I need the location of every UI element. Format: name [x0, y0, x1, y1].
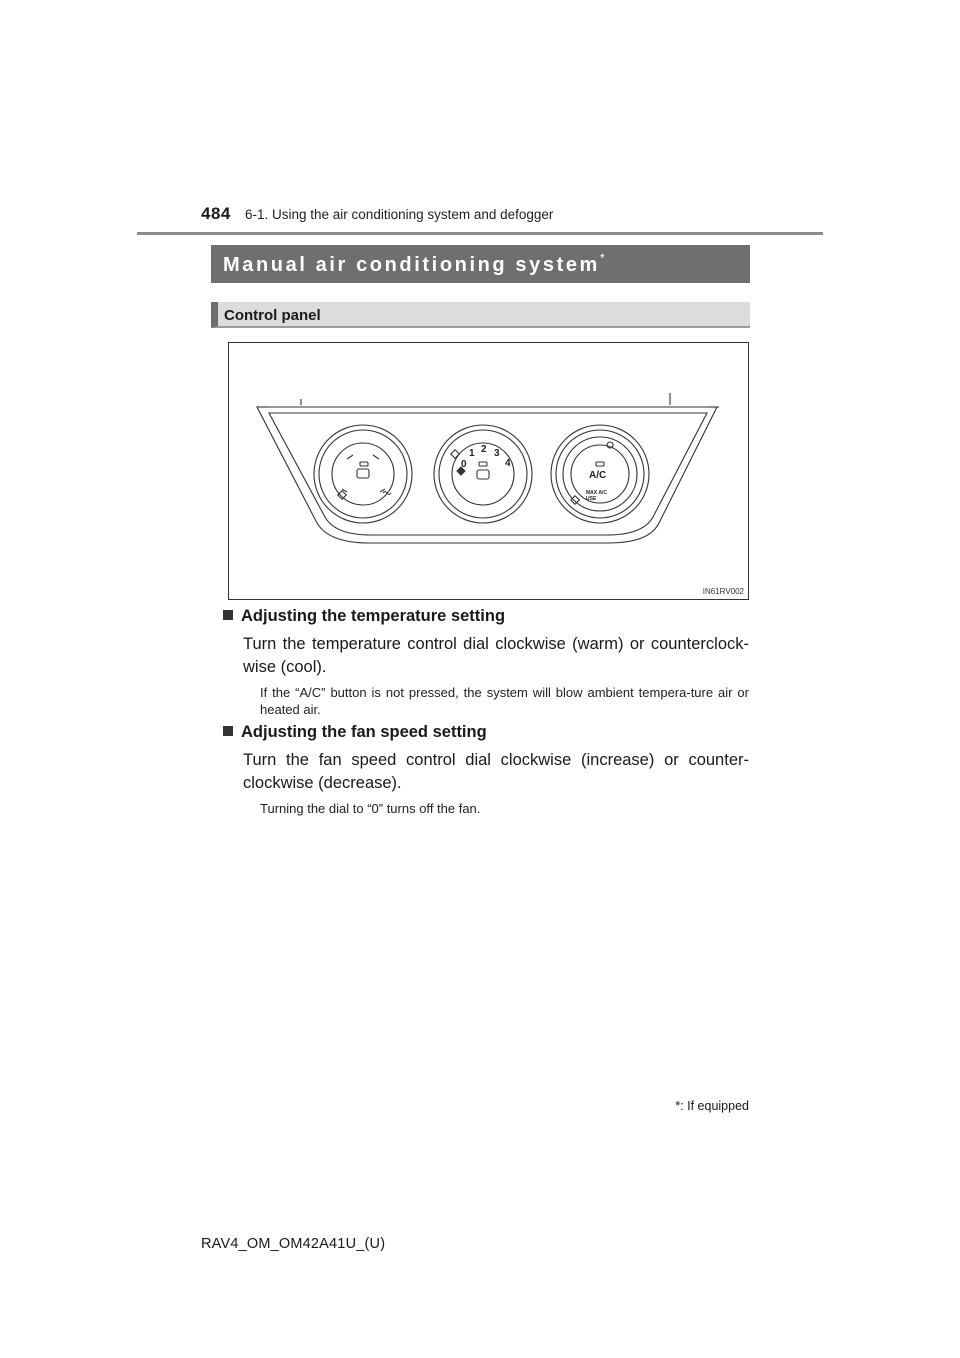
fan-label-1: 1	[469, 448, 475, 459]
item-body-temperature: Turn the temperature control dial clockwise (warm) or counterclock-wise (cool).	[243, 635, 749, 676]
chapter-title: 6-1. Using the air conditioning system and defogger	[245, 207, 554, 222]
square-bullet-icon	[223, 610, 233, 620]
temperature-dial	[314, 425, 412, 523]
item-heading-temperature: Adjusting the temperature setting	[223, 607, 505, 626]
item-body-fan-speed: Turn the fan speed control dial clockwise (increase) or counter-clockwise (decrease).	[243, 751, 749, 792]
item-heading-fan-speed: Adjusting the fan speed setting	[223, 723, 487, 742]
max-ac-label: MAX A/C	[586, 490, 607, 496]
section-asterisk: *	[599, 251, 605, 265]
fan-speed-dial	[434, 425, 532, 523]
section-title-bar	[211, 245, 750, 283]
section-title: Manual air conditioning system	[223, 254, 600, 276]
page-number: 484	[201, 204, 231, 223]
footnote	[675, 1099, 749, 1113]
fan-label-0: 0	[461, 459, 467, 470]
subsection-title: Control panel	[211, 302, 750, 328]
footer-doc-id: RAV4_OM_OM42A41U_(U)	[201, 1236, 386, 1252]
fan-label-3: 3	[494, 448, 500, 459]
header-rule	[137, 232, 823, 235]
control-panel-illustration	[229, 343, 748, 599]
square-bullet-icon	[223, 726, 233, 736]
fan-label-2: 2	[481, 444, 487, 455]
control-panel-figure	[228, 342, 749, 600]
use-label: USE	[586, 496, 597, 502]
ac-button-label: A/C	[589, 470, 607, 481]
item-note-fan-speed: Turning the dial to “0” turns off the fan.	[260, 801, 481, 816]
footnote-asterisk: *	[675, 1099, 681, 1113]
footnote-text: : If equipped	[680, 1099, 749, 1113]
panel-inner-outline	[269, 413, 707, 535]
fan-label-4: 4	[505, 458, 511, 469]
figure-id: IN61RV002	[702, 587, 744, 596]
item-note-temperature: If the “A/C” button is not pressed, the system will blow ambient tempera-ture air or heated air.	[260, 685, 749, 717]
